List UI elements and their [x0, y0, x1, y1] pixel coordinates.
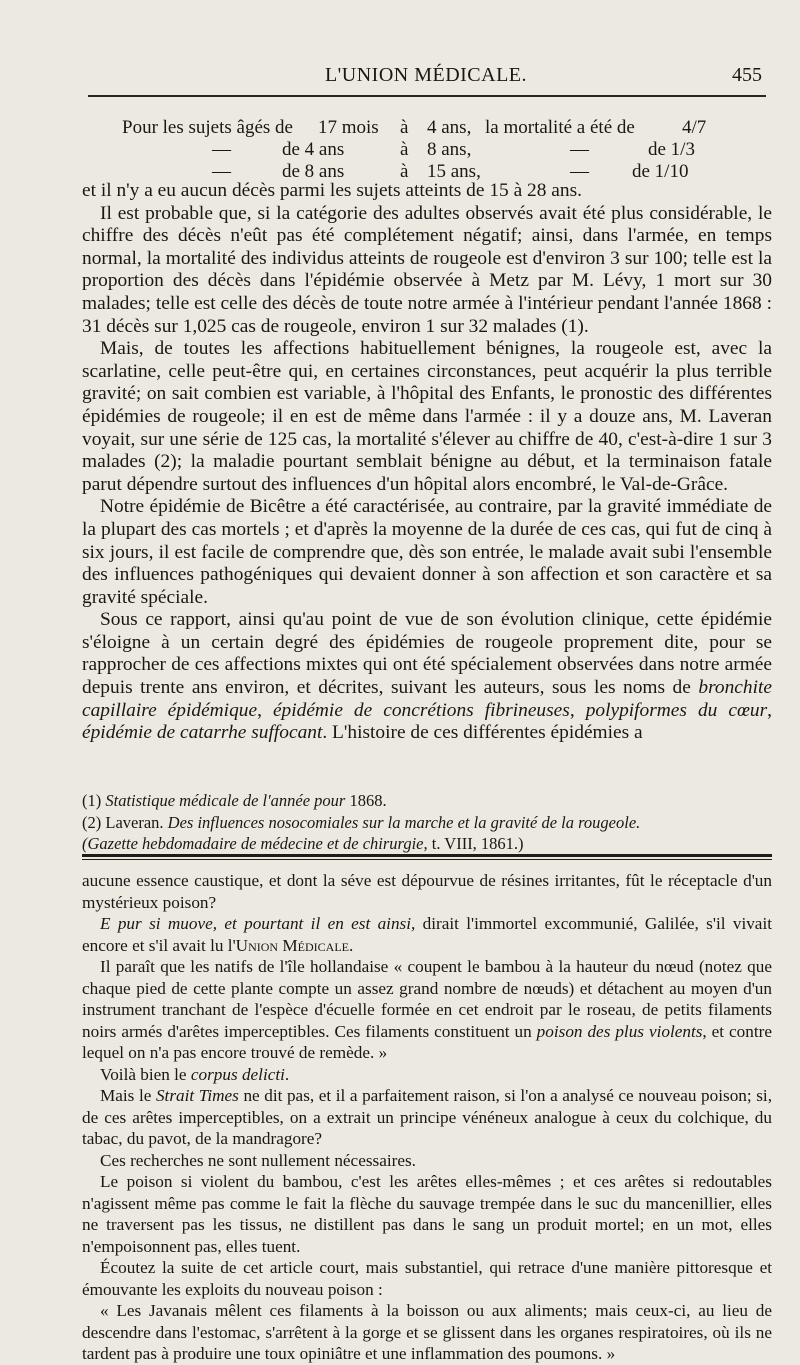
age-from: 17 mois — [318, 117, 379, 138]
italic-term: corpus delicti — [190, 1064, 285, 1084]
text-run: Il paraît que les natifs de l'île hollandaise « coupent le bambou à la hauteur du nœud (notez que chaque pied de cette plante compte un assez grand nombre de nœuds) et détachent au moyen d'un instrument tranchant de l'espèce d'écuelle formée en cet endroit par le roseau, de petits filaments noirs armés d'arêtes imperceptibles. Ces filaments constituent un — [82, 957, 772, 1041]
text-run: . — [348, 935, 354, 955]
text-run: ne dit pas, et il a parfaitement raison, si l'on a analysé ce nouveau poison; si, de ces arêtes imperceptibles, on a extrait un principe vénéneux analogue à ceux du colchique, du tabac, du pavot, de la mandragore? — [82, 1086, 772, 1148]
paragraph: Écoutez la suite de cet article court, mais substantiel, qui retrace d'une manière pittoresque et émouvante les exploits du nouveau poison : — [82, 1258, 772, 1299]
paragraph: Le poison si violent du bambou, c'est les arêtes elles-mêmes ; et ces arêtes si redoutables n'agissent même pas comme le fait la flèche du sauvage trempée dans le suc du mancenillier, elles ne traversent pas les tissus, ne distillent pas dans le sang un produit mortel; en un mot, elles n'empoisonnent pas, elles tuent. — [82, 1172, 772, 1256]
paragraph: Ces recherches ne sont nullement nécessaires. — [100, 1150, 416, 1170]
italic-term: poison des plus violents — [536, 1021, 703, 1041]
footnote-title: Statistique médicale de l'année pour — [105, 791, 346, 810]
text-run: . — [284, 1064, 290, 1084]
ditto-dash: — — [570, 161, 589, 182]
age-to: 8 ans, — [427, 139, 472, 160]
italic-term: polypiformes du cœur — [585, 699, 768, 721]
age-sep: à — [400, 117, 409, 138]
footnote-number: (2) — [82, 813, 102, 832]
text-run: Sous ce rapport, ainsi qu'au point de vue de son évolution clinique, cette épidémie s'éloigne à un certain degré des épidémies de rougeole proprement dite, pour se rapprocher de ces affections mixtes qui ont été spécialement observées dans notre armée depuis trente ans environ, et décrites, suivant les auteurs, sous les noms de — [82, 609, 772, 699]
mortality-value: de 1/3 — [648, 139, 695, 160]
text-run: , — [569, 699, 586, 721]
mortality-value: de 1/10 — [632, 161, 689, 182]
age-to: 4 ans, — [427, 117, 472, 138]
ditto-dash: — — [212, 139, 231, 160]
footnote-tail: , t. VIII, 1861.) — [423, 834, 524, 853]
age-from: de 4 ans — [282, 139, 345, 160]
italic-term: bronchite capillaire épidémique — [82, 677, 772, 721]
page-header — [90, 62, 762, 92]
mortality-text: la mortalité a été de — [485, 117, 635, 138]
paragraph — [82, 609, 772, 745]
footnote-2 — [82, 812, 772, 854]
mortality-row — [82, 138, 772, 160]
italic-term: épidémie de catarrhe suffocant — [82, 722, 323, 744]
footnote-source: (Gazette hebdomadaire de médecine et de chirurgie — [82, 834, 424, 853]
age-from: de 8 ans — [282, 161, 345, 182]
footnote-number: (1) — [82, 791, 102, 810]
mortality-value: 4/7 — [682, 117, 707, 138]
text-run: . L'histoire de ces différentes épidémies a — [322, 722, 643, 744]
divider-thick — [82, 854, 772, 857]
text-run: Mais le — [100, 1086, 156, 1105]
text-run: Voilà bien le — [100, 1064, 191, 1084]
mortality-row — [82, 116, 772, 138]
age-sep: à — [400, 139, 409, 160]
footnote-1 — [82, 790, 772, 811]
divider-thin — [82, 859, 772, 860]
age-sep: à — [400, 161, 409, 182]
paragraph: et il n'y a eu aucun décès parmi les sujets atteints de 15 à 28 ans. — [82, 180, 582, 201]
paragraph: Il est probable que, si la catégorie des adultes observés avait été plus considérable, le chiffre des décès n'eût pas été complétement négatif; ainsi, dans l'armée, en temps normal, la mortalité des individus atteints de rougeole est d'environ 3 sur 100; telle est la proportion des décès dans l'épidémie observée à Metz par M. Lévy, 1 mort sur 30 malades; telle est celle des décès de toute notre armée à l'intérieur pendant l'année 1868 : 31 décès sur 1,025 cas de rougeole, environ 1 sur 32 malades (1). — [82, 202, 772, 337]
paragraph: Mais, de toutes les affections habituellement bénignes, la rougeole est, avec la scarlatine, celle peut-être qui, en certaines circonstances, peut acquérir la plus terrible gravité; on sait combien est variable, à l'hôpital des Enfants, le pronostic des différentes épidémies de rougeole; il en est de même dans l'armée : il y a douze ans, M. Laveran voyait, sur une série de 125 cas, la mortalité s'élever au chiffre de 40, c'est-à-dire 1 sur 3 malades (2); la maladie pourtant semblait bénigne au début, et la terminaison fatale parut dépendre surtout des influences d'un hôpital alors encombré, le Val-de-Grâce. — [82, 338, 772, 495]
section-divider — [82, 854, 772, 860]
paragraph: « Les Javanais mêlent ces filaments à la boisson ou aux aliments; mais ceux-ci, au lieu de descendre dans l'estomac, s'arrêtent à la gorge et se glissent dans les organes respiratoires, où ils ne tardent pas à produire une toux opiniâtre et une inflammation des poumons. » — [82, 1301, 772, 1363]
paragraph: Notre épidémie de Bicêtre a été caractérisée, au contraire, par la gravité immédiate de la plupart des cas mortels ; et d'après la moyenne de la durée de ces cas, qui fut de cinq à six jours, il est facile de comprendre que, dès son entrée, le malade avait subi l'ensemble des influences pathogéniques qui devaient donner à son affection et son caractère et sa gravité spéciale. — [82, 496, 772, 608]
running-head: L'UNION MÉDICALE. — [324, 64, 528, 86]
mortality-table — [82, 116, 772, 182]
paragraph — [82, 1064, 772, 1086]
text-run: dirait l'immortel excommunié, Galilée, s'il vivait encore et s'il avait lu l' — [82, 914, 772, 955]
feuilleton-article — [82, 870, 772, 1365]
footnote-tail: 1868. — [345, 791, 387, 810]
italic-term: épidémie de concrétions fibrineuses — [272, 699, 570, 721]
text-run: , — [767, 699, 772, 721]
footnote-author: Laveran. — [105, 813, 164, 832]
page-number: 455 — [732, 64, 762, 86]
mortality-row — [82, 160, 772, 182]
footnote-title: Des influences nosocomiales sur la marche et la gravité de la rougeole. — [167, 813, 641, 832]
paragraph — [82, 956, 772, 1064]
italic-quote: E pur si muove, et pourtant il en est ainsi, — [100, 914, 416, 933]
text-run: , et contre lequel on n'a pas encore trouvé de remède. » — [82, 1021, 772, 1062]
paragraph — [82, 1085, 772, 1150]
age-to: 15 ans, — [427, 161, 481, 182]
text-run: , — [257, 699, 273, 721]
italic-term: Strait Times — [155, 1086, 239, 1105]
paragraph: aucune essence caustique, et dont la séve est dépourvue de résines irritantes, fût le réceptacle d'un mystérieux poison? — [82, 871, 772, 912]
journal-name: Union Médicale — [235, 935, 349, 955]
header-rule — [88, 95, 766, 97]
ditto-dash: — — [570, 139, 589, 160]
footnotes — [82, 790, 772, 855]
paragraph — [82, 913, 772, 956]
main-article — [82, 180, 772, 745]
ditto-dash: — — [212, 161, 231, 182]
mortality-intro: Pour les sujets âgés de — [122, 117, 293, 138]
